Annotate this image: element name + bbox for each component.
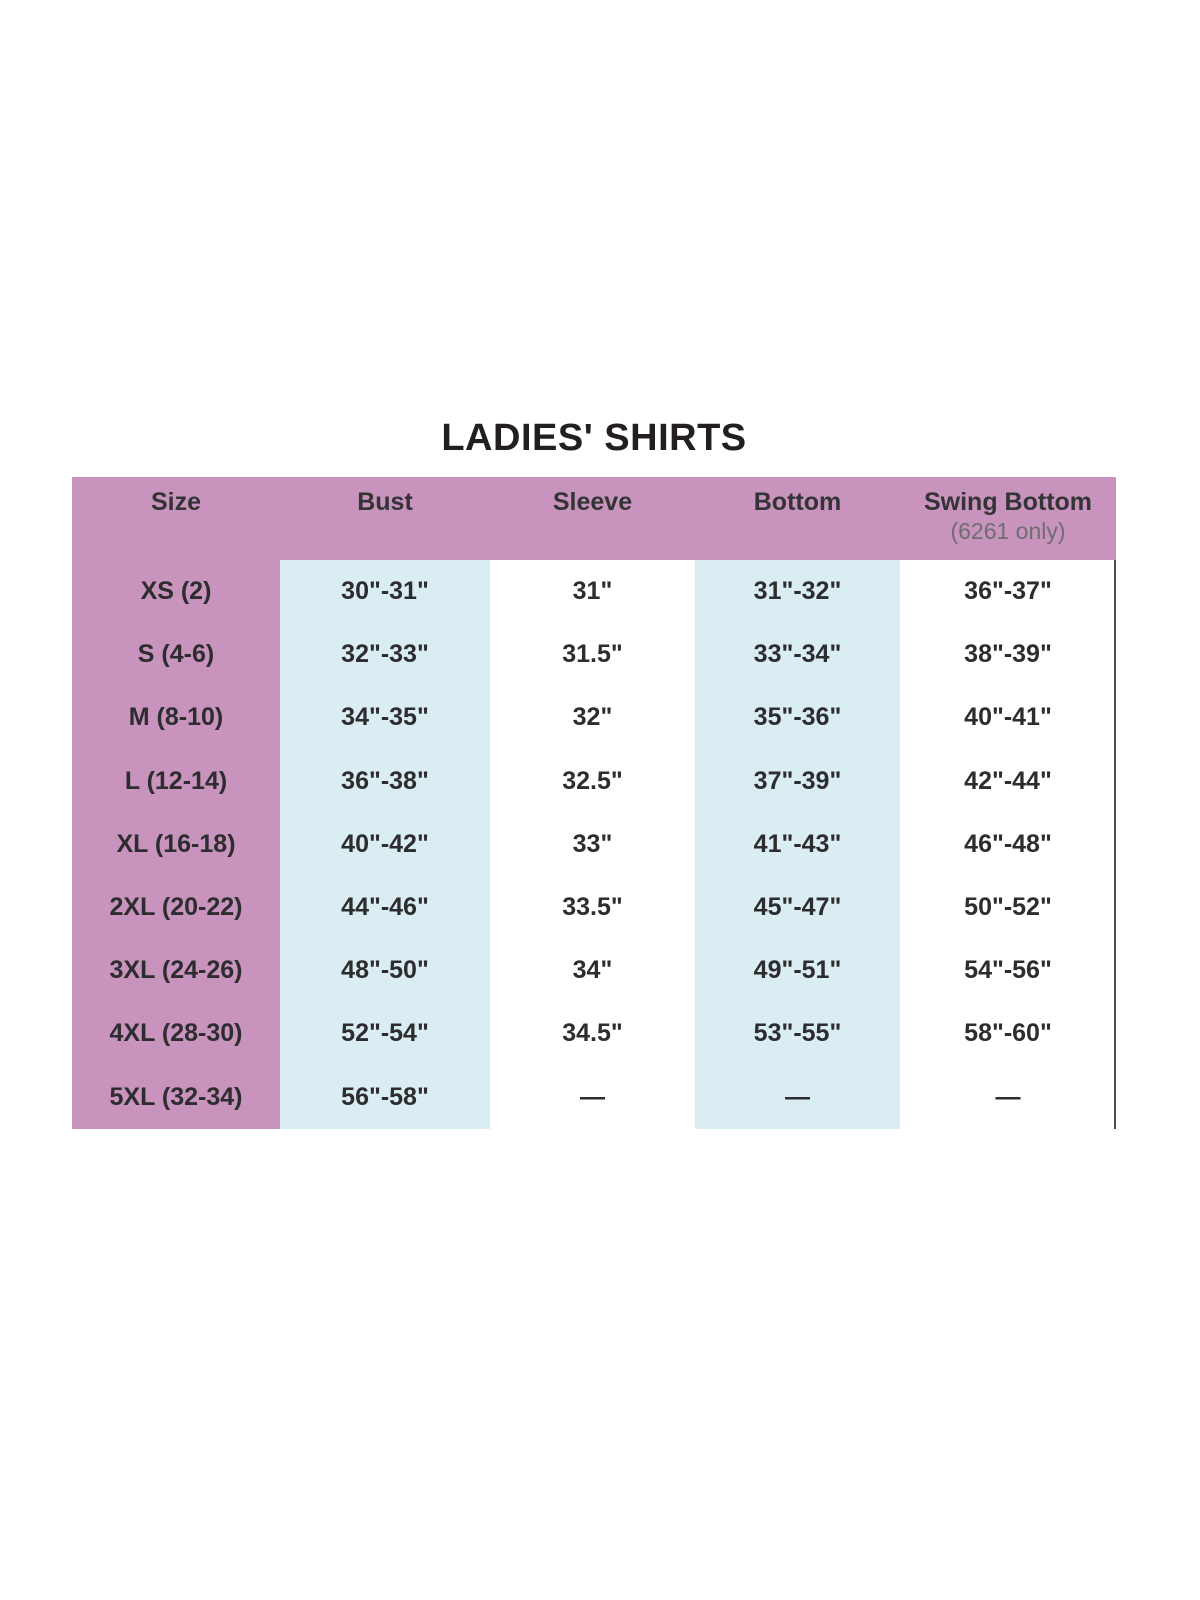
table-cell: — xyxy=(580,1082,605,1111)
header-label-swing-bottom: Swing Bottom xyxy=(923,488,1093,516)
table-cell: 50"-52" xyxy=(964,893,1052,922)
table-header-row xyxy=(72,477,1116,560)
table-cell: 34" xyxy=(572,956,613,985)
header-label-bottom: Bottom xyxy=(753,488,842,516)
table-cell: 49"-51" xyxy=(695,939,900,1002)
table-cell: 44"-46" xyxy=(280,876,490,939)
table-cell: 40"-42" xyxy=(280,813,490,876)
header-cell-sleeve xyxy=(490,477,695,560)
table-cell: 40"-41" xyxy=(964,703,1052,732)
table-cell: 31"-32" xyxy=(695,560,900,623)
header-cell-size xyxy=(72,477,280,560)
table-cell: 37"-39" xyxy=(695,750,900,813)
table-cell: 42"-44" xyxy=(964,766,1052,795)
table-cell: 31.5" xyxy=(562,640,623,669)
header-cell-swing-bottom xyxy=(900,477,1116,560)
table-cell: 38"-39" xyxy=(964,640,1052,669)
table-body xyxy=(72,560,1116,1129)
header-cell-bottom xyxy=(695,477,900,560)
table-right-border xyxy=(1114,560,1116,1129)
table-cell: 53"-55" xyxy=(695,1002,900,1065)
table-cell: 32.5" xyxy=(562,766,623,795)
page-title: LADIES' SHIRTS xyxy=(441,417,747,459)
header-label-size: Size xyxy=(150,488,202,516)
table-cell: 54"-56" xyxy=(964,956,1052,985)
table-cell: 33" xyxy=(572,829,613,858)
row-size-label: XL (16-18) xyxy=(72,813,280,876)
row-size-label: 5XL (32-34) xyxy=(72,1066,280,1129)
table-cell: 45"-47" xyxy=(695,876,900,939)
row-size-label: 4XL (28-30) xyxy=(72,1002,280,1065)
table-cell: 58"-60" xyxy=(964,1019,1052,1048)
header-cell-bust xyxy=(280,477,490,560)
table-cell: 33.5" xyxy=(562,893,623,922)
table-cell: 46"-48" xyxy=(964,829,1052,858)
table-cell: 33"-34" xyxy=(695,623,900,686)
row-size-label: S (4-6) xyxy=(72,623,280,686)
row-size-label: M (8-10) xyxy=(72,686,280,749)
table-cell: 32" xyxy=(572,703,613,732)
table-cell: 34"-35" xyxy=(280,686,490,749)
table-cell: 35"-36" xyxy=(695,686,900,749)
header-label-sleeve: Sleeve xyxy=(552,488,633,516)
table-cell: 36"-38" xyxy=(280,750,490,813)
table-cell: 30"-31" xyxy=(280,560,490,623)
table-cell: 41"-43" xyxy=(695,813,900,876)
table-cell: — xyxy=(995,1082,1021,1111)
table-cell: 36"-37" xyxy=(964,577,1052,606)
table-cell: 34.5" xyxy=(562,1019,623,1048)
table-cell: — xyxy=(695,1066,900,1129)
table-cell: 32"-33" xyxy=(280,623,490,686)
table-cell: 52"-54" xyxy=(280,1002,490,1065)
row-size-label: L (12-14) xyxy=(72,750,280,813)
size-chart-table xyxy=(72,477,1116,1129)
table-cell: 48"-50" xyxy=(280,939,490,1002)
table-cell: 56"-58" xyxy=(280,1066,490,1129)
header-sublabel-swing-bottom: (6261 only) xyxy=(950,517,1066,544)
header-label-bust: Bust xyxy=(357,488,413,516)
row-size-label: 3XL (24-26) xyxy=(72,939,280,1002)
row-size-label: 2XL (20-22) xyxy=(72,876,280,939)
table-cell: 31" xyxy=(572,577,613,606)
row-size-label: XS (2) xyxy=(72,560,280,623)
